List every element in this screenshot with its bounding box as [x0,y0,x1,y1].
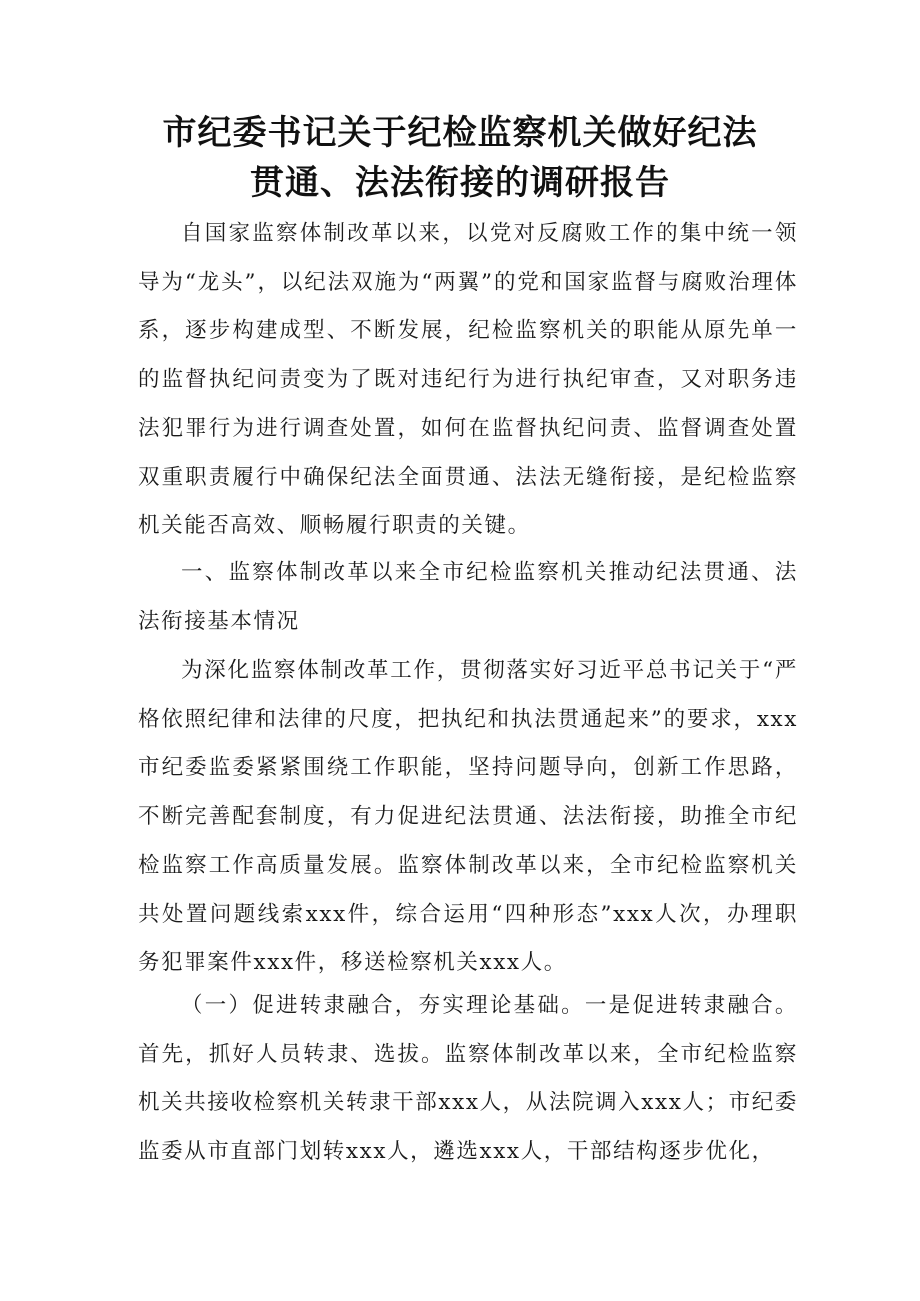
paragraph-text: （一）促进转隶融合，夯实理论基础。一是促进转隶融合。首先，抓好人员转隶、选拔。监察体制改革以来，全市纪检监察机关共接收检察机关转隶干部xxx人，从法院调入xxx人；市纪委监委从市直部门划转xxx人，遴选xxx人，干部结构逐步优化， [138,993,798,1165]
document-title-line-2: 贯通、法法衔接的调研报告 [250,163,670,203]
paragraph-intro [138,210,798,551]
paragraph-overview [138,647,798,988]
paragraph-text: 自国家监察体制改革以来，以党对反腐败工作的集中统一领导为“龙头”，以纪法双施为“两翼”的党和国家监督与腐败治理体系，逐步构建成型、不断发展，纪检监察机关的职能从原先单一的监督执纪问责变为了既对违纪行为进行执纪审查，又对职务违法犯罪行为进行调查处置，如何在监督执纪问责、监督调查处置双重职责履行中确保纪法全面贯通、法法无缝衔接，是纪检监察机关能否高效、顺畅履行职责的关键。 [138,221,798,539]
paragraph-subsection-1 [138,982,798,1177]
section-heading-text: 一、监察体制改革以来全市纪检监察机关推动纪法贯通、法法衔接基本情况 [138,560,798,634]
paragraph-text: 为深化监察体制改革工作，贯彻落实好习近平总书记关于“严格依照纪律和法律的尺度，把执纪和执法贯通起来”的要求，xxx市纪委监委紧紧围绕工作职能，坚持问题导向，创新工作思路，不断完善配套制度，有力促进纪法贯通、法法衔接，助推全市纪检监察工作高质量发展。监察体制改革以来，全市纪检监察机关共处置问题线索xxx件，综合运用“四种形态”xxx人次，办理职务犯罪案件xxx件，移送检察机关xxx人。 [138,658,798,976]
document-title-line-1: 市纪委书记关于纪检监察机关做好纪法 [162,113,758,153]
section-heading-1 [138,549,798,646]
